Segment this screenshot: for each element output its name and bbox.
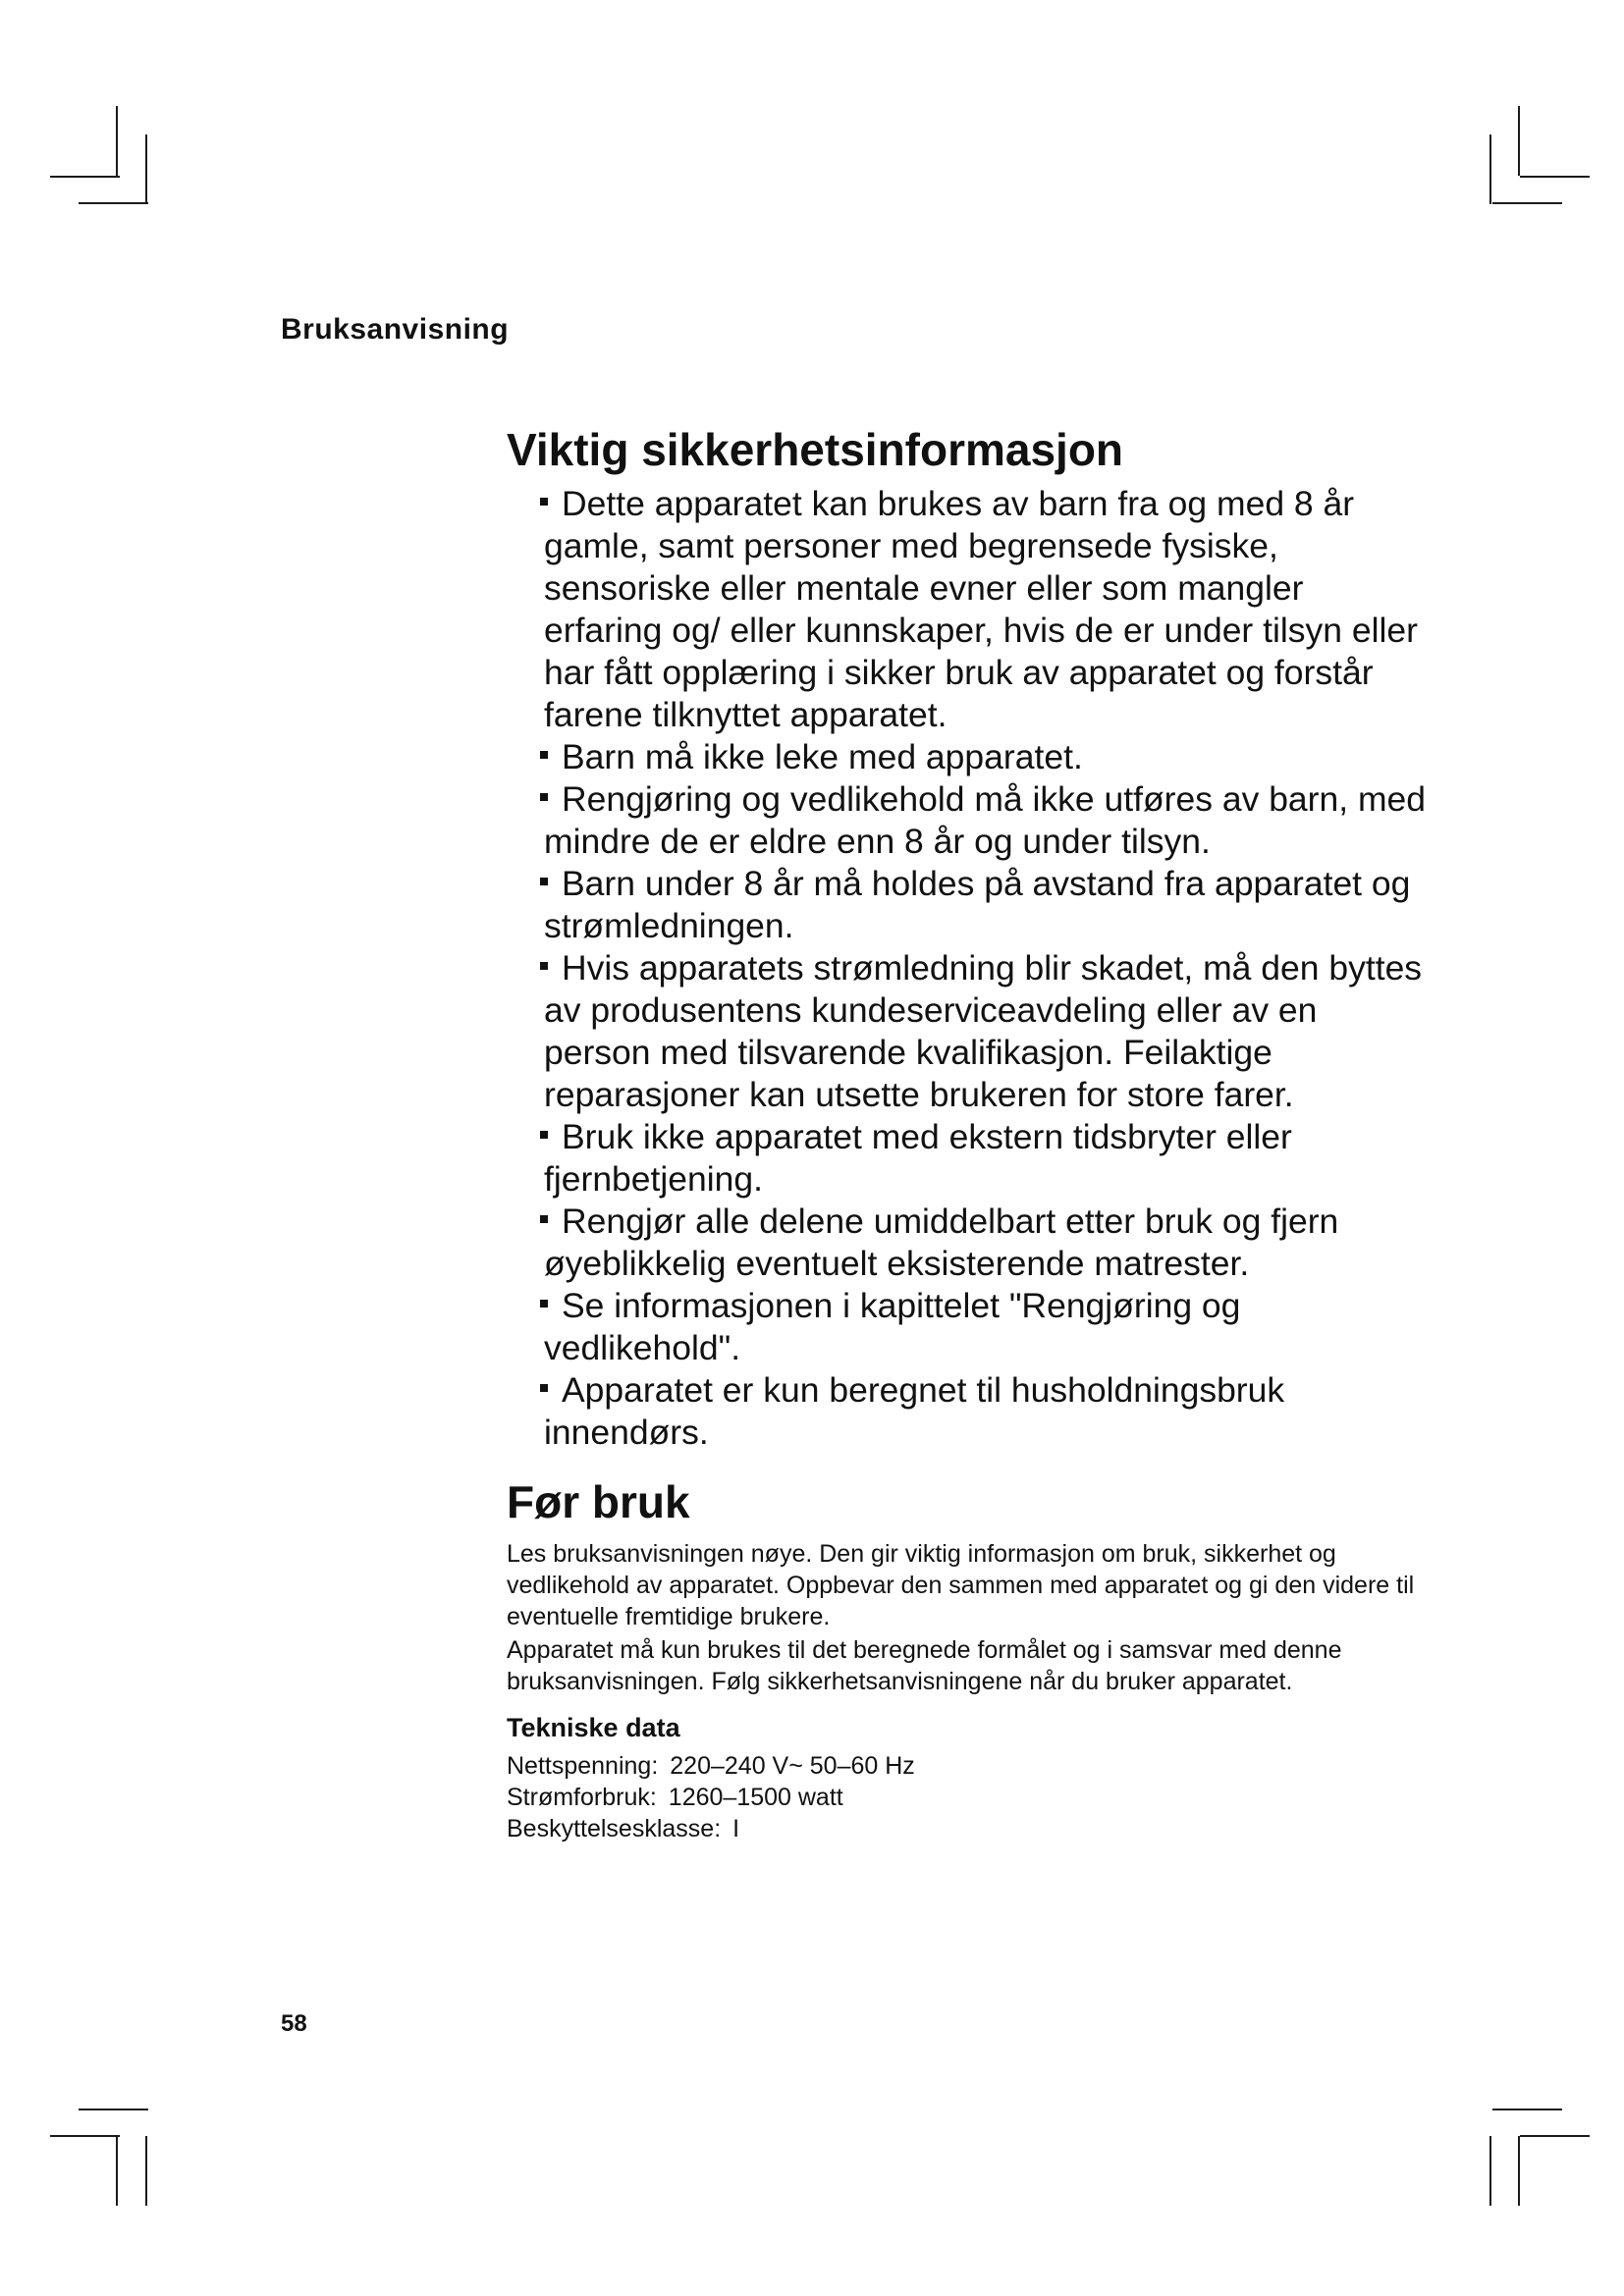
- spec-value: 220–240 V~ 50–60 Hz: [670, 1752, 915, 1780]
- main-content: [507, 420, 1430, 1844]
- running-header: Bruksanvisning: [281, 313, 510, 346]
- crop-mark: [1489, 134, 1491, 204]
- list-item: Dette apparatet kan brukes av barn fra og med 8 år gamle, samt personer med begrensede fysiske, sensoriske eller mentale evner eller som mangler erfaring og/ eller kunnskaper, hvis de er under tilsyn eller har fått opplæring i sikker bruk av apparatet og forstår farene tilknyttet apparatet.: [507, 483, 1430, 736]
- crop-mark: [79, 202, 148, 204]
- list-item: Hvis apparatets strømledning blir skadet, må den byttes av produsentens kundeserviceavdeling eller av en person med tilsvarende kvalifikasjon. Feilaktige reparasjoner kan utsette brukeren for store farer.: [507, 947, 1430, 1116]
- spec-row: [507, 1782, 1430, 1813]
- list-item: Apparatet er kun beregnet til husholdningsbruk innendørs.: [507, 1369, 1430, 1454]
- crop-mark: [1520, 2135, 1590, 2137]
- crop-mark: [145, 2136, 147, 2206]
- crop-mark: [79, 2109, 148, 2110]
- spec-label: Beskyttelsesklasse:: [507, 1815, 722, 1842]
- crop-mark: [116, 2136, 118, 2206]
- before-use-paragraph-2: Apparatet må kun brukes til det beregnede formålet og i samsvar med denne bruksanvisningen. Følg sikkerhetsanvisningene når du bruker apparatet.: [507, 1636, 1342, 1695]
- spec-label: Strømforbruk:: [507, 1784, 657, 1811]
- crop-mark: [1492, 2109, 1562, 2110]
- crop-mark: [145, 134, 147, 204]
- crop-mark: [1489, 2136, 1491, 2206]
- crop-mark: [1518, 106, 1520, 176]
- page-number: 58: [281, 2010, 307, 2037]
- spec-row: [507, 1813, 1430, 1844]
- crop-mark: [1518, 2136, 1520, 2206]
- spec-label: Nettspenning:: [507, 1752, 659, 1780]
- safety-list: [507, 483, 1430, 1454]
- list-item: Rengjøring og vedlikehold må ikke utføres av barn, med mindre de er eldre enn 8 år og under tilsyn.: [507, 778, 1430, 863]
- crop-mark: [1520, 176, 1590, 178]
- tech-data-title: Tekniske data: [507, 1713, 680, 1742]
- safety-title: Viktig sikkerhetsinformasjon: [507, 424, 1124, 475]
- list-item: Bruk ikke apparatet med ekstern tidsbryter eller fjernbetjening.: [507, 1116, 1430, 1201]
- crop-mark: [50, 176, 120, 178]
- list-item: Se informasjonen i kapittelet "Rengjøring og vedlikehold".: [507, 1285, 1430, 1369]
- spec-value: I: [732, 1815, 740, 1842]
- crop-mark: [1492, 202, 1562, 204]
- before-use-paragraph-1: Les bruksanvisningen nøye. Den gir viktig informasjon om bruk, sikkerhet og vedlikehold av apparatet. Oppbevar den sammen med apparatet og gi den videre til eventuelle fremtidige brukere.: [507, 1540, 1415, 1630]
- spec-value: 1260–1500 watt: [668, 1784, 843, 1811]
- spec-row: [507, 1750, 1430, 1782]
- list-item: Rengjør alle delene umiddelbart etter bruk og fjern øyeblikkelig eventuelt eksisterende matrester.: [507, 1201, 1430, 1285]
- before-use-title: Før bruk: [507, 1476, 690, 1527]
- list-item: Barn må ikke leke med apparatet.: [507, 736, 1430, 778]
- crop-mark: [50, 2135, 120, 2137]
- crop-mark: [116, 106, 118, 176]
- list-item: Barn under 8 år må holdes på avstand fra apparatet og strømledningen.: [507, 863, 1430, 947]
